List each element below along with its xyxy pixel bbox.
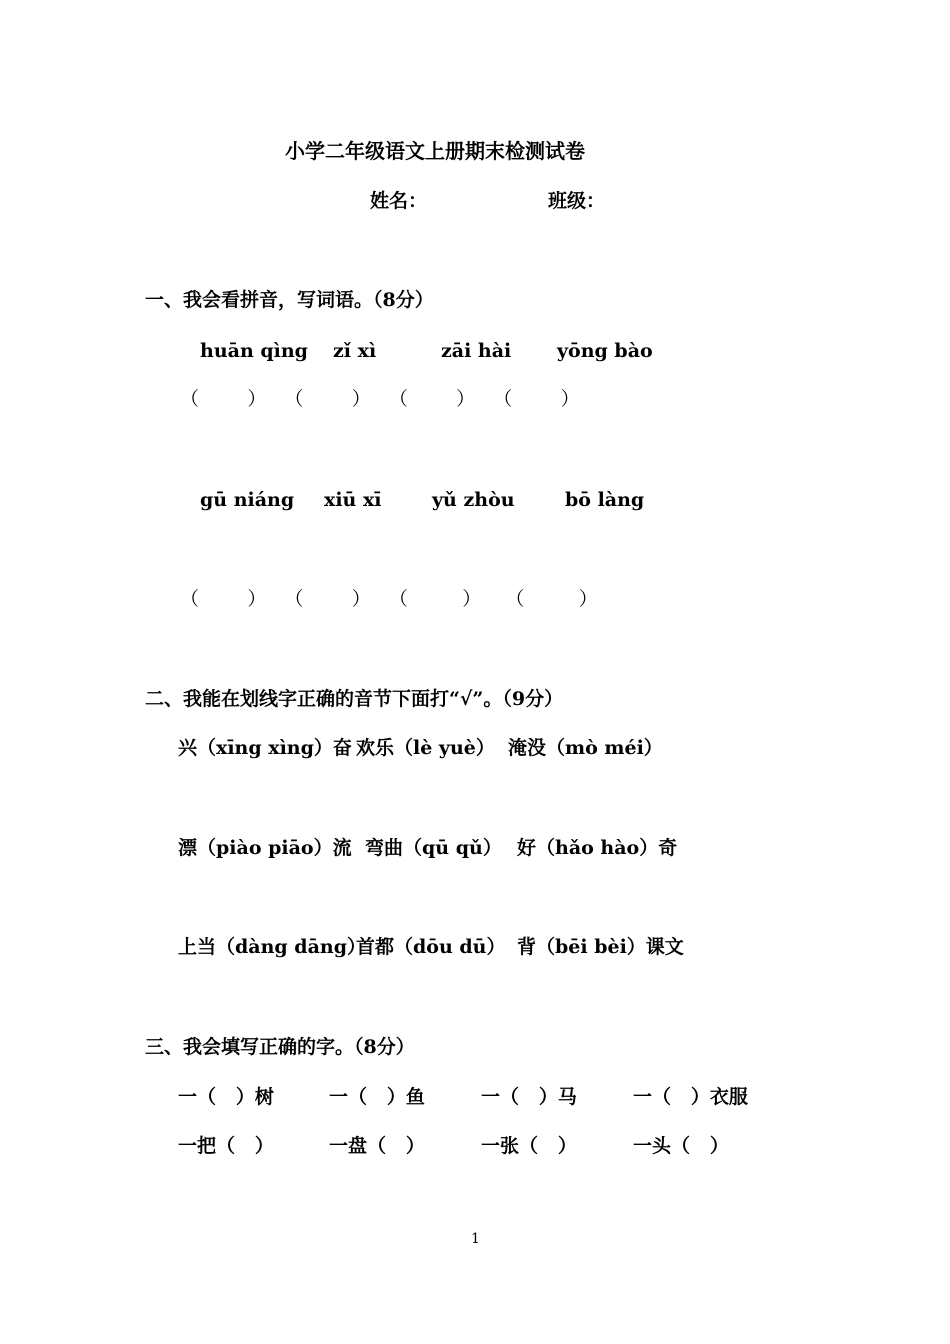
class-label: 班级：: [548, 190, 606, 212]
section2-heading: 二、我能在划线字正确的音节下面打“√”。（9分）: [145, 688, 564, 710]
pinyin-choice: 淹没（mò méi）: [508, 737, 663, 759]
measure-word-item: 一（ ）马: [481, 1086, 577, 1108]
measure-word-item: 一（ ）鱼: [329, 1086, 425, 1108]
pinyin-choice: 好（hǎo hào）奇: [517, 837, 678, 859]
section3-heading: 三、我会填写正确的字。（8分）: [145, 1036, 415, 1058]
pinyin-choice: 上当（dàng dāng）: [178, 936, 367, 958]
measure-word-item: 一头（ ）: [633, 1135, 729, 1157]
answer-blanks: （ ） （ ） （ ） （ ）: [180, 588, 598, 610]
name-label: 姓名：: [370, 190, 428, 212]
measure-word-item: 一（ ）衣服: [633, 1086, 748, 1108]
measure-word-item: 一张（ ）: [481, 1135, 577, 1157]
measure-word-item: 一盘（ ）: [329, 1135, 425, 1157]
pinyin-choice: 背（bēi bèi）课文: [517, 936, 684, 958]
section1-heading: 一、我会看拼音，写词语。（8分）: [145, 289, 434, 311]
pinyin-choice: 首都（dōu dū）: [356, 936, 506, 958]
pinyin-item: bō làng: [565, 489, 645, 511]
pinyin-item: yōng bào: [557, 340, 653, 362]
pinyin-item: yǔ zhòu: [432, 489, 515, 511]
pinyin-choice: 兴（xīng xìng）奋: [178, 737, 352, 759]
pinyin-item: huān qìng: [200, 340, 308, 362]
page-title: 小学二年级语文上册期末检测试卷: [285, 139, 585, 163]
pinyin-item: zǐ xì: [333, 340, 377, 362]
measure-word-item: 一把（ ）: [178, 1135, 274, 1157]
answer-blanks: （ ） （ ） （ ） （ ）: [180, 388, 580, 410]
pinyin-choice: 欢乐（lè yuè）: [356, 737, 495, 759]
pinyin-item: gū niáng: [200, 489, 295, 511]
measure-word-item: 一（ ）树: [178, 1086, 274, 1108]
pinyin-choice: 弯曲（qū qǔ）: [365, 837, 502, 859]
page-number: 1: [471, 1231, 480, 1247]
pinyin-choice: 漂（piào piāo）流: [178, 837, 352, 859]
pinyin-item: xiū xī: [324, 489, 382, 511]
pinyin-item: zāi hài: [441, 340, 512, 362]
